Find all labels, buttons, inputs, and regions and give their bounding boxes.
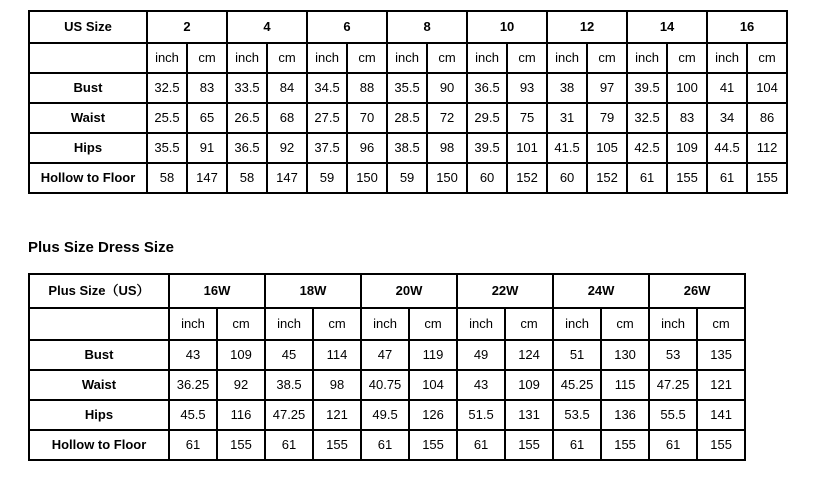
plus-size-20w: 20W: [361, 274, 457, 308]
cell: 32.5: [147, 73, 187, 103]
standard-unit-cm: cm: [587, 43, 627, 73]
cell: 79: [587, 103, 627, 133]
cell: 72: [427, 103, 467, 133]
standard-size-6: 6: [307, 11, 387, 43]
cell: 101: [507, 133, 547, 163]
cell: 97: [587, 73, 627, 103]
cell: 58: [147, 163, 187, 193]
cell: 109: [505, 370, 553, 400]
table-row: [29, 370, 745, 400]
cell: 114: [313, 340, 361, 370]
cell: 39.5: [627, 73, 667, 103]
cell: 75: [507, 103, 547, 133]
plus-row-label-hips: Hips: [29, 400, 169, 430]
cell: 147: [187, 163, 227, 193]
cell: 109: [217, 340, 265, 370]
standard-unit-cm: cm: [267, 43, 307, 73]
cell: 59: [387, 163, 427, 193]
cell: 49.5: [361, 400, 409, 430]
plus-header-row: [29, 274, 745, 308]
cell: 36.5: [467, 73, 507, 103]
plus-unit-cm: cm: [505, 308, 553, 340]
standard-size-2: 2: [147, 11, 227, 43]
standard-unit-cm: cm: [347, 43, 387, 73]
plus-size-26w: 26W: [649, 274, 745, 308]
cell: 45: [265, 340, 313, 370]
cell: 116: [217, 400, 265, 430]
plus-unit-cm: cm: [697, 308, 745, 340]
standard-unit-inch: inch: [547, 43, 587, 73]
cell: 60: [467, 163, 507, 193]
plus-size-16w: 16W: [169, 274, 265, 308]
cell: 155: [747, 163, 787, 193]
cell: 61: [627, 163, 667, 193]
table-row: [29, 340, 745, 370]
cell: 59: [307, 163, 347, 193]
standard-label-header: US Size: [29, 11, 147, 43]
cell: 34: [707, 103, 747, 133]
cell: 96: [347, 133, 387, 163]
cell: 155: [697, 430, 745, 460]
plus-row-label-waist: Waist: [29, 370, 169, 400]
standard-row-label-hips: Hips: [29, 133, 147, 163]
cell: 155: [505, 430, 553, 460]
cell: 100: [667, 73, 707, 103]
cell: 47.25: [649, 370, 697, 400]
table-row: [29, 163, 787, 193]
cell: 47.25: [265, 400, 313, 430]
cell: 155: [409, 430, 457, 460]
standard-size-table: [28, 10, 788, 194]
plus-unit-inch: inch: [649, 308, 697, 340]
cell: 45.5: [169, 400, 217, 430]
plus-unit-cm: cm: [217, 308, 265, 340]
cell: 90: [427, 73, 467, 103]
cell: 131: [505, 400, 553, 430]
cell: 36.25: [169, 370, 217, 400]
cell: 83: [667, 103, 707, 133]
cell: 25.5: [147, 103, 187, 133]
plus-unit-inch: inch: [265, 308, 313, 340]
cell: 38.5: [265, 370, 313, 400]
cell: 61: [649, 430, 697, 460]
table-row: [29, 400, 745, 430]
standard-size-10: 10: [467, 11, 547, 43]
cell: 115: [601, 370, 649, 400]
standard-unit-inch: inch: [227, 43, 267, 73]
cell: 35.5: [147, 133, 187, 163]
cell: 58: [227, 163, 267, 193]
cell: 84: [267, 73, 307, 103]
standard-size-4: 4: [227, 11, 307, 43]
cell: 29.5: [467, 103, 507, 133]
plus-unit-cm: cm: [313, 308, 361, 340]
standard-row-label-hollow-to-floor: Hollow to Floor: [29, 163, 147, 193]
standard-unit-cm: cm: [747, 43, 787, 73]
standard-row-label-waist: Waist: [29, 103, 147, 133]
cell: 105: [587, 133, 627, 163]
plus-unit-row: [29, 308, 745, 340]
standard-size-14: 14: [627, 11, 707, 43]
cell: 47: [361, 340, 409, 370]
plus-row-label-hollow-to-floor: Hollow to Floor: [29, 430, 169, 460]
cell: 155: [667, 163, 707, 193]
plus-unit-blank: [29, 308, 169, 340]
cell: 155: [601, 430, 649, 460]
cell: 41: [707, 73, 747, 103]
cell: 83: [187, 73, 227, 103]
table-row: [29, 430, 745, 460]
cell: 150: [347, 163, 387, 193]
cell: 61: [361, 430, 409, 460]
cell: 33.5: [227, 73, 267, 103]
plus-unit-cm: cm: [409, 308, 457, 340]
cell: 42.5: [627, 133, 667, 163]
standard-unit-inch: inch: [387, 43, 427, 73]
standard-size-12: 12: [547, 11, 627, 43]
cell: 34.5: [307, 73, 347, 103]
cell: 49: [457, 340, 505, 370]
cell: 37.5: [307, 133, 347, 163]
cell: 121: [697, 370, 745, 400]
cell: 119: [409, 340, 457, 370]
cell: 135: [697, 340, 745, 370]
cell: 45.25: [553, 370, 601, 400]
cell: 61: [553, 430, 601, 460]
cell: 112: [747, 133, 787, 163]
cell: 70: [347, 103, 387, 133]
cell: 53: [649, 340, 697, 370]
cell: 147: [267, 163, 307, 193]
plus-size-heading: Plus Size Dress Size: [28, 239, 174, 256]
cell: 104: [409, 370, 457, 400]
cell: 155: [313, 430, 361, 460]
cell: 152: [507, 163, 547, 193]
plus-row-label-bust: Bust: [29, 340, 169, 370]
cell: 152: [587, 163, 627, 193]
standard-unit-blank: [29, 43, 147, 73]
cell: 141: [697, 400, 745, 430]
standard-unit-row: [29, 43, 787, 73]
plus-label-header: Plus Size（US）: [29, 274, 169, 308]
standard-size-16: 16: [707, 11, 787, 43]
cell: 65: [187, 103, 227, 133]
cell: 40.75: [361, 370, 409, 400]
cell: 26.5: [227, 103, 267, 133]
cell: 98: [427, 133, 467, 163]
cell: 155: [217, 430, 265, 460]
table-row: [29, 103, 787, 133]
cell: 60: [547, 163, 587, 193]
cell: 126: [409, 400, 457, 430]
cell: 27.5: [307, 103, 347, 133]
plus-size-24w: 24W: [553, 274, 649, 308]
cell: 43: [457, 370, 505, 400]
cell: 92: [217, 370, 265, 400]
cell: 98: [313, 370, 361, 400]
plus-size-18w: 18W: [265, 274, 361, 308]
cell: 32.5: [627, 103, 667, 133]
cell: 39.5: [467, 133, 507, 163]
standard-unit-inch: inch: [307, 43, 347, 73]
cell: 61: [707, 163, 747, 193]
cell: 109: [667, 133, 707, 163]
cell: 104: [747, 73, 787, 103]
cell: 86: [747, 103, 787, 133]
standard-unit-cm: cm: [507, 43, 547, 73]
cell: 38.5: [387, 133, 427, 163]
cell: 43: [169, 340, 217, 370]
cell: 121: [313, 400, 361, 430]
standard-size-8: 8: [387, 11, 467, 43]
plus-unit-inch: inch: [361, 308, 409, 340]
plus-unit-inch: inch: [169, 308, 217, 340]
table-row: [29, 73, 787, 103]
standard-unit-cm: cm: [667, 43, 707, 73]
cell: 61: [457, 430, 505, 460]
cell: 150: [427, 163, 467, 193]
cell: 91: [187, 133, 227, 163]
cell: 51: [553, 340, 601, 370]
standard-header-row: [29, 11, 787, 43]
cell: 35.5: [387, 73, 427, 103]
cell: 88: [347, 73, 387, 103]
standard-unit-cm: cm: [187, 43, 227, 73]
cell: 93: [507, 73, 547, 103]
standard-unit-inch: inch: [467, 43, 507, 73]
cell: 136: [601, 400, 649, 430]
table-row: [29, 133, 787, 163]
cell: 53.5: [553, 400, 601, 430]
standard-unit-cm: cm: [427, 43, 467, 73]
standard-unit-inch: inch: [147, 43, 187, 73]
cell: 55.5: [649, 400, 697, 430]
cell: 61: [169, 430, 217, 460]
plus-size-22w: 22W: [457, 274, 553, 308]
cell: 130: [601, 340, 649, 370]
plus-unit-inch: inch: [553, 308, 601, 340]
cell: 36.5: [227, 133, 267, 163]
cell: 51.5: [457, 400, 505, 430]
cell: 92: [267, 133, 307, 163]
cell: 38: [547, 73, 587, 103]
plus-unit-inch: inch: [457, 308, 505, 340]
cell: 61: [265, 430, 313, 460]
standard-row-label-bust: Bust: [29, 73, 147, 103]
cell: 41.5: [547, 133, 587, 163]
cell: 31: [547, 103, 587, 133]
cell: 124: [505, 340, 553, 370]
standard-unit-inch: inch: [627, 43, 667, 73]
plus-size-table: [28, 273, 746, 461]
standard-unit-inch: inch: [707, 43, 747, 73]
cell: 68: [267, 103, 307, 133]
cell: 44.5: [707, 133, 747, 163]
cell: 28.5: [387, 103, 427, 133]
plus-unit-cm: cm: [601, 308, 649, 340]
